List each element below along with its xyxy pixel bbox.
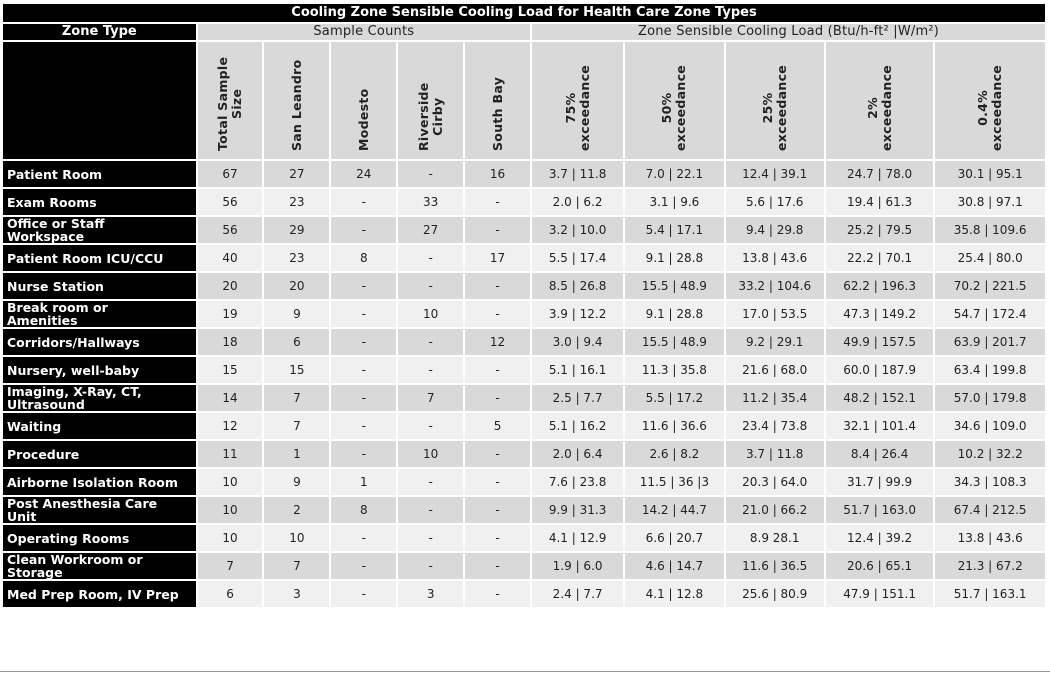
- table-cell: -: [465, 301, 530, 327]
- table-cell: 17: [465, 245, 530, 271]
- table-cell: 4.1 | 12.9: [532, 525, 623, 551]
- table-cell: 9.1 | 28.8: [625, 301, 723, 327]
- table-cell: 5.5 | 17.4: [532, 245, 623, 271]
- table-cell: 4.6 | 14.7: [625, 553, 723, 579]
- table-cell: 23: [264, 245, 329, 271]
- table-cell: 9.4 | 29.8: [726, 217, 824, 243]
- table-cell: 8: [331, 497, 396, 523]
- zone-type-line: Clean Workroom or: [7, 553, 143, 567]
- table-cell: -: [465, 525, 530, 551]
- column-header: [532, 42, 623, 159]
- zone-type-line: Office or Staff: [7, 217, 105, 231]
- column-header-line: 25%: [759, 92, 775, 124]
- table-cell: -: [331, 189, 396, 215]
- table-cell: 60.0 | 187.9: [826, 357, 933, 383]
- column-header-text: [290, 60, 304, 151]
- table-cell: -: [465, 385, 530, 411]
- table-cell: -: [398, 245, 463, 271]
- table-cell: 21.3 | 67.2: [935, 553, 1045, 579]
- zone-type-line: Unit: [7, 509, 37, 523]
- zone-type-label: [3, 441, 196, 467]
- table-cell: 47.9 | 151.1: [826, 581, 933, 607]
- table-row: [3, 273, 1045, 299]
- table-cell: 3.0 | 9.4: [532, 329, 623, 355]
- table-cell: 5.5 | 17.2: [625, 385, 723, 411]
- table-cell: -: [398, 413, 463, 439]
- table-row: [3, 329, 1045, 355]
- table-cell: 32.1 | 101.4: [826, 413, 933, 439]
- table-cell: 5: [465, 413, 530, 439]
- zone-type-label: [3, 217, 196, 243]
- column-header: [264, 42, 329, 159]
- table-cell: -: [398, 161, 463, 187]
- table-row: [3, 217, 1045, 243]
- table-cell: -: [465, 441, 530, 467]
- column-header-text: [564, 65, 592, 151]
- table-cell: -: [398, 469, 463, 495]
- table-cell: 15: [264, 357, 329, 383]
- table-cell: 6: [198, 581, 263, 607]
- cooling-load-table: [1, 2, 1047, 609]
- table-cell: 9.1 | 28.8: [625, 245, 723, 271]
- column-header-line: 0.4%: [975, 90, 991, 126]
- table-cell: 20.6 | 65.1: [826, 553, 933, 579]
- column-header-line: exceedance: [576, 64, 592, 151]
- table-cell: 3.1 | 9.6: [625, 189, 723, 215]
- table-cell: 7: [264, 413, 329, 439]
- table-cell: -: [465, 217, 530, 243]
- table-cell: 34.6 | 109.0: [935, 413, 1045, 439]
- table-cell: 63.9 | 201.7: [935, 329, 1045, 355]
- zone-type-label: [3, 413, 196, 439]
- table-cell: 40: [198, 245, 263, 271]
- header-corner: [3, 42, 196, 159]
- column-header: [826, 42, 933, 159]
- table-cell: 9: [264, 301, 329, 327]
- zone-type-line: Post Anesthesia Care: [7, 497, 158, 511]
- table-cell: 16: [465, 161, 530, 187]
- table-cell: 7: [264, 385, 329, 411]
- table-cell: 33.2 | 104.6: [726, 273, 824, 299]
- table-cell: 63.4 | 199.8: [935, 357, 1045, 383]
- table-cell: 7: [264, 553, 329, 579]
- column-header-text: [976, 65, 1004, 151]
- table-cell: 51.7 | 163.0: [826, 497, 933, 523]
- column-header: [198, 42, 263, 159]
- table-cell: 13.8 | 43.6: [935, 525, 1045, 551]
- zone-type-label: [3, 301, 196, 327]
- table-cell: -: [331, 273, 396, 299]
- table-cell: 5.4 | 17.1: [625, 217, 723, 243]
- table-cell: 3: [264, 581, 329, 607]
- zone-type-label: [3, 469, 196, 495]
- column-header-line: South Bay: [489, 76, 505, 151]
- column-header: [726, 42, 824, 159]
- table-cell: 10: [398, 301, 463, 327]
- table-cell: 3.7 | 11.8: [726, 441, 824, 467]
- table-cell: 23.4 | 73.8: [726, 413, 824, 439]
- table-cell: -: [465, 469, 530, 495]
- table-cell: 67.4 | 212.5: [935, 497, 1045, 523]
- table-row: [3, 497, 1045, 523]
- column-header-line: Modesto: [355, 88, 371, 151]
- table-cell: 30.1 | 95.1: [935, 161, 1045, 187]
- table-cell: -: [331, 217, 396, 243]
- table-cell: 10: [198, 469, 263, 495]
- table-cell: 22.2 | 70.1: [826, 245, 933, 271]
- table-cell: 3.9 | 12.2: [532, 301, 623, 327]
- bottom-divider: [0, 671, 1050, 672]
- column-header-text: [660, 65, 688, 151]
- table-cell: 48.2 | 152.1: [826, 385, 933, 411]
- table-row: [3, 161, 1045, 187]
- table-cell: 56: [198, 217, 263, 243]
- table-cell: 10: [198, 497, 263, 523]
- zone-type-line: Storage: [7, 565, 63, 579]
- column-header-line: exceedance: [773, 64, 789, 151]
- table-cell: -: [331, 329, 396, 355]
- table-cell: 5.1 | 16.2: [532, 413, 623, 439]
- zone-type-label: [3, 357, 196, 383]
- column-header-line: Riverside: [415, 82, 431, 151]
- table-cell: 10: [398, 441, 463, 467]
- table-row: [3, 357, 1045, 383]
- column-header-text: [761, 65, 789, 151]
- table-cell: 1: [264, 441, 329, 467]
- table-cell: -: [331, 581, 396, 607]
- table-row: [3, 553, 1045, 579]
- table-row: [3, 245, 1045, 271]
- table-cell: 1: [331, 469, 396, 495]
- table-cell: 21.0 | 66.2: [726, 497, 824, 523]
- table-cell: 14.2 | 44.7: [625, 497, 723, 523]
- table-cell: 9.2 | 29.1: [726, 329, 824, 355]
- table-cell: 27: [264, 161, 329, 187]
- zone-type-line: Imaging, X-Ray, CT,: [7, 385, 142, 399]
- table-cell: 47.3 | 149.2: [826, 301, 933, 327]
- table-cell: 5.6 | 17.6: [726, 189, 824, 215]
- zone-type-label: [3, 581, 196, 607]
- table-cell: -: [331, 385, 396, 411]
- table-row: [3, 189, 1045, 215]
- column-header-line: San Leandro: [288, 59, 304, 151]
- table-cell: 2.4 | 7.7: [532, 581, 623, 607]
- zone-type-label: [3, 245, 196, 271]
- table-cell: 12.4 | 39.2: [826, 525, 933, 551]
- table-row: [3, 301, 1045, 327]
- zone-type-label: [3, 385, 196, 411]
- table-cell: 1.9 | 6.0: [532, 553, 623, 579]
- table-cell: -: [331, 441, 396, 467]
- table-cell: -: [465, 497, 530, 523]
- table-cell: -: [465, 189, 530, 215]
- table-cell: 25.2 | 79.5: [826, 217, 933, 243]
- column-header-line: 75%: [562, 92, 578, 124]
- table-cell: -: [465, 357, 530, 383]
- table-cell: 8.9 28.1: [726, 525, 824, 551]
- zone-type-line: Procedure: [7, 446, 80, 462]
- zone-type-line: Airborne Isolation Room: [7, 474, 178, 490]
- zone-type-label: [3, 161, 196, 187]
- table-cell: 12: [198, 413, 263, 439]
- table-row: [3, 385, 1045, 411]
- table-cell: 6: [264, 329, 329, 355]
- zone-type-label: [3, 329, 196, 355]
- table-cell: -: [331, 357, 396, 383]
- table-cell: 11.6 | 36.6: [625, 413, 723, 439]
- table-cell: 20: [264, 273, 329, 299]
- table-cell: -: [331, 553, 396, 579]
- zone-type-line: Patient Room: [7, 166, 103, 182]
- table-cell: 3.2 | 10.0: [532, 217, 623, 243]
- table-cell: 11.2 | 35.4: [726, 385, 824, 411]
- table-cell: 14: [198, 385, 263, 411]
- table-row: [3, 413, 1045, 439]
- table-cell: 35.8 | 109.6: [935, 217, 1045, 243]
- table-cell: 49.9 | 157.5: [826, 329, 933, 355]
- column-header: [465, 42, 530, 159]
- table-cell: 8: [331, 245, 396, 271]
- table-title: Cooling Zone Sensible Cooling Load for Health Care Zone Types: [3, 4, 1045, 22]
- table-cell: 54.7 | 172.4: [935, 301, 1045, 327]
- zone-type-line: Waiting: [7, 418, 62, 434]
- zone-type-line: Corridors/Hallways: [7, 334, 140, 350]
- table-cell: 67: [198, 161, 263, 187]
- table-cell: -: [398, 273, 463, 299]
- table-cell: 2.5 | 7.7: [532, 385, 623, 411]
- zone-type-label: [3, 497, 196, 523]
- table-cell: 2: [264, 497, 329, 523]
- table-row: [3, 581, 1045, 607]
- zone-type-line: Operating Rooms: [7, 530, 130, 546]
- column-header-text: [866, 65, 894, 151]
- column-header-line: 2%: [864, 97, 880, 119]
- table-cell: 15.5 | 48.9: [625, 273, 723, 299]
- table-cell: 25.6 | 80.9: [726, 581, 824, 607]
- column-header-text: [491, 77, 505, 151]
- table-cell: 70.2 | 221.5: [935, 273, 1045, 299]
- table-cell: 15: [198, 357, 263, 383]
- table-cell: 20: [198, 273, 263, 299]
- table-cell: 10: [198, 525, 263, 551]
- table-cell: 13.8 | 43.6: [726, 245, 824, 271]
- column-header-line: 50%: [659, 92, 675, 124]
- zone-type-label: [3, 553, 196, 579]
- table-cell: 51.7 | 163.1: [935, 581, 1045, 607]
- zone-type-line: Workspace: [7, 229, 85, 243]
- column-header-line: Total Sample: [215, 56, 231, 151]
- table-cell: 19: [198, 301, 263, 327]
- zone-type-line: Exam Rooms: [7, 194, 97, 210]
- table-cell: -: [331, 525, 396, 551]
- table-cell: -: [398, 553, 463, 579]
- zone-type-line: Break room or: [7, 301, 108, 315]
- cooling-load-header: Zone Sensible Cooling Load (Btu/h-ft² |W/m²): [532, 24, 1045, 40]
- table-cell: 9.9 | 31.3: [532, 497, 623, 523]
- column-header-line: exceedance: [989, 64, 1005, 151]
- table-cell: 11.6 | 36.5: [726, 553, 824, 579]
- table-cell: 8.4 | 26.4: [826, 441, 933, 467]
- table-cell: 2.6 | 8.2: [625, 441, 723, 467]
- column-header-line: exceedance: [673, 64, 689, 151]
- table-cell: 24.7 | 78.0: [826, 161, 933, 187]
- table-cell: -: [331, 413, 396, 439]
- table-cell: 5.1 | 16.1: [532, 357, 623, 383]
- zone-type-line: Amenities: [7, 313, 78, 327]
- table-cell: -: [331, 301, 396, 327]
- table-cell: 9: [264, 469, 329, 495]
- table-cell: -: [465, 273, 530, 299]
- table-cell: 7.6 | 23.8: [532, 469, 623, 495]
- table-cell: 34.3 | 108.3: [935, 469, 1045, 495]
- table-cell: 7: [398, 385, 463, 411]
- table-row: [3, 525, 1045, 551]
- column-header-text: [357, 88, 371, 151]
- zone-type-line: Med Prep Room, IV Prep: [7, 586, 179, 602]
- table-cell: -: [398, 329, 463, 355]
- column-header: [398, 42, 463, 159]
- table-cell: 12.4 | 39.1: [726, 161, 824, 187]
- table-cell: 17.0 | 53.5: [726, 301, 824, 327]
- table-cell: -: [465, 581, 530, 607]
- table-cell: 4.1 | 12.8: [625, 581, 723, 607]
- table-cell: 6.6 | 20.7: [625, 525, 723, 551]
- table-cell: 2.0 | 6.2: [532, 189, 623, 215]
- table-cell: -: [398, 497, 463, 523]
- column-header: [935, 42, 1045, 159]
- table-cell: 3.7 | 11.8: [532, 161, 623, 187]
- table-cell: 7.0 | 22.1: [625, 161, 723, 187]
- column-header-text: [417, 82, 445, 151]
- table-cell: 7: [198, 553, 263, 579]
- table-cell: 57.0 | 179.8: [935, 385, 1045, 411]
- zone-type-label: [3, 525, 196, 551]
- zone-type-line: Ultrasound: [7, 397, 85, 411]
- column-header-line: Cirby: [429, 97, 445, 136]
- table-cell: 29: [264, 217, 329, 243]
- table-cell: 12: [465, 329, 530, 355]
- table-row: [3, 441, 1045, 467]
- column-header-line: exceedance: [878, 64, 894, 151]
- zone-type-label: [3, 189, 196, 215]
- zone-type-label: [3, 273, 196, 299]
- table-cell: 10.2 | 32.2: [935, 441, 1045, 467]
- table-cell: 33: [398, 189, 463, 215]
- table-cell: 20.3 | 64.0: [726, 469, 824, 495]
- table-cell: 30.8 | 97.1: [935, 189, 1045, 215]
- table-cell: 23: [264, 189, 329, 215]
- table-cell: 31.7 | 99.9: [826, 469, 933, 495]
- zone-type-line: Patient Room ICU/CCU: [7, 250, 164, 266]
- sample-counts-header: Sample Counts: [198, 24, 530, 40]
- table-cell: 15.5 | 48.9: [625, 329, 723, 355]
- table-cell: 11.3 | 35.8: [625, 357, 723, 383]
- table-cell: 2.0 | 6.4: [532, 441, 623, 467]
- table-body: [3, 161, 1045, 607]
- table-cell: -: [398, 357, 463, 383]
- table-cell: 11: [198, 441, 263, 467]
- zone-type-line: Nurse Station: [7, 278, 104, 294]
- table-cell: 25.4 | 80.0: [935, 245, 1045, 271]
- column-header-text: [216, 57, 244, 151]
- table-cell: 24: [331, 161, 396, 187]
- table-cell: 19.4 | 61.3: [826, 189, 933, 215]
- table-cell: 27: [398, 217, 463, 243]
- table-row: [3, 469, 1045, 495]
- table-cell: 11.5 | 36 |3: [625, 469, 723, 495]
- table-cell: 10: [264, 525, 329, 551]
- table-cell: 3: [398, 581, 463, 607]
- table-cell: -: [465, 553, 530, 579]
- table-cell: -: [398, 525, 463, 551]
- column-header: [331, 42, 396, 159]
- table-cell: 18: [198, 329, 263, 355]
- zone-type-line: Nursery, well-baby: [7, 362, 140, 378]
- table-cell: 62.2 | 196.3: [826, 273, 933, 299]
- column-header-line: Size: [229, 88, 245, 119]
- column-header: [625, 42, 723, 159]
- zone-type-header: Zone Type: [3, 24, 196, 40]
- table-cell: 56: [198, 189, 263, 215]
- table-cell: 8.5 | 26.8: [532, 273, 623, 299]
- table-cell: 21.6 | 68.0: [726, 357, 824, 383]
